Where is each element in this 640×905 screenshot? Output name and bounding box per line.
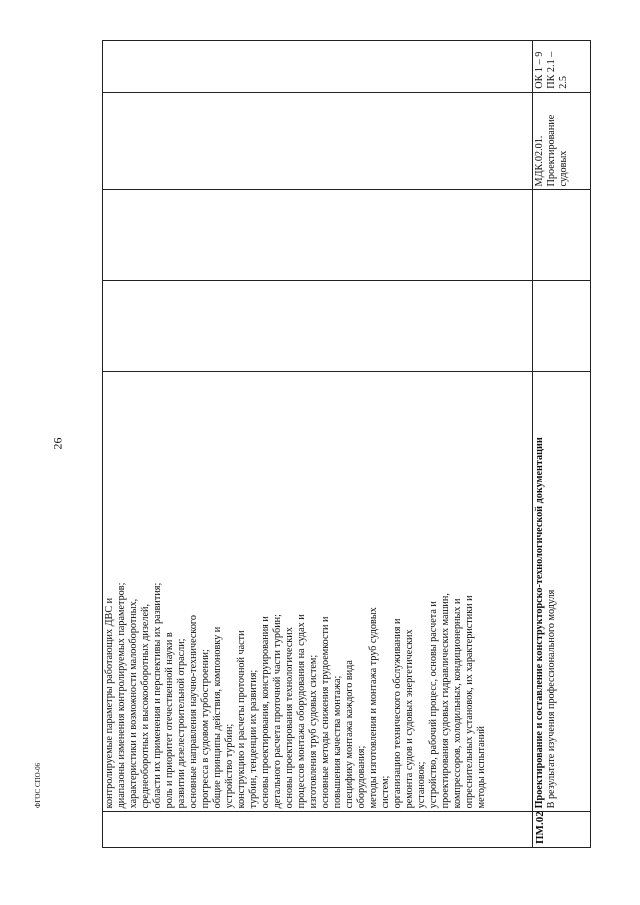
- knowledge-line: основы проектирования, конструирования и: [260, 616, 271, 809]
- module-title-cell: [533, 372, 591, 812]
- knowledge-line: развитии дизелестроительной отрасли;: [176, 638, 187, 809]
- knowledge-line: методы изготовления и монтажа труб судовых: [368, 607, 379, 809]
- knowledge-line: изготовления труб судовых систем;: [308, 654, 319, 809]
- knowledge-line: установок;: [416, 761, 427, 809]
- knowledge-line: характеристики и возможности малооборотных,: [128, 598, 139, 809]
- cell-hours-empty: [103, 281, 533, 372]
- cell-knowledge-list: [103, 372, 533, 812]
- table-row-continuation: [103, 41, 533, 848]
- module-hours-empty: [533, 281, 591, 372]
- page-number: 26: [50, 437, 65, 450]
- knowledge-line: диапазоны изменения контролируемых параметров;: [116, 582, 127, 809]
- knowledge-line: опреснительных установок, их характеристики и: [464, 595, 475, 809]
- curriculum-table: [102, 40, 591, 848]
- knowledge-line: основные методы снижения трудоемкости и: [320, 616, 331, 809]
- cell-code-empty: [103, 812, 533, 848]
- cell-hours2-empty: [103, 190, 533, 281]
- knowledge-line: повышения качества монтажа;: [332, 675, 343, 809]
- knowledge-line: контролируемые параметры работающих ДВС и: [104, 597, 115, 809]
- knowledge-line: методы испытаний: [476, 725, 487, 809]
- table-row-module: [533, 41, 591, 848]
- knowledge-line: процессов монтажа оборудования на судах и: [296, 614, 307, 809]
- knowledge-line: прогресса в судовом турбостроении;: [200, 649, 211, 809]
- module-title: Проектирование и составление конструкторско-технологической документации: [534, 437, 545, 809]
- module-mdk: МДК.02.01. Проектирование судовых: [533, 92, 591, 190]
- knowledge-line: области их применения и перспективы их развития;: [152, 582, 163, 809]
- module-hours2-empty: [533, 190, 591, 281]
- knowledge-line: специфику монтажа каждого вида: [344, 660, 355, 809]
- module-subtitle: В результате изучения профессионального модуля: [546, 589, 557, 809]
- knowledge-line: конструкцию и расчеты проточной части: [236, 630, 247, 809]
- knowledge-line: турбин, тенденции их развития;: [248, 669, 259, 809]
- knowledge-line: систем;: [380, 775, 391, 809]
- knowledge-line: основы проектирования технологических: [284, 627, 295, 809]
- knowledge-line: среднеоборотных и высокооборотных дизелей,: [140, 604, 151, 809]
- knowledge-line: проектирования судовых гидравлических машин,: [440, 593, 451, 809]
- knowledge-line: устройство турбин;: [224, 723, 235, 809]
- curriculum-table-rotated: [102, 40, 590, 848]
- knowledge-line: основные направления научно-технического: [188, 615, 199, 809]
- knowledge-line: ремонта судов и судовых энергетических: [404, 629, 415, 809]
- module-competencies: ОК 1 – 9 ПК 2.1 – 2.5: [533, 41, 591, 93]
- module-code: ПМ.02: [533, 812, 591, 848]
- knowledge-line: роль и приоритет отечественной науки в: [164, 632, 175, 809]
- knowledge-line: общие принципы действия, компоновку и: [212, 626, 223, 809]
- knowledge-line: организацию технического обслуживания и: [392, 618, 403, 809]
- knowledge-line: детального расчета проточной части турбин;: [272, 614, 283, 809]
- knowledge-line: компрессоров, холодильных, кондиционерных и: [452, 598, 463, 809]
- footer-code: ФГОС СПО-06: [34, 762, 42, 808]
- knowledge-line: устройство, рабочий процесс, основы расчета и: [428, 601, 439, 809]
- knowledge-line: оборудования;: [356, 745, 367, 809]
- cell-competencies-empty: [103, 41, 533, 93]
- cell-mdk-empty: [103, 92, 533, 190]
